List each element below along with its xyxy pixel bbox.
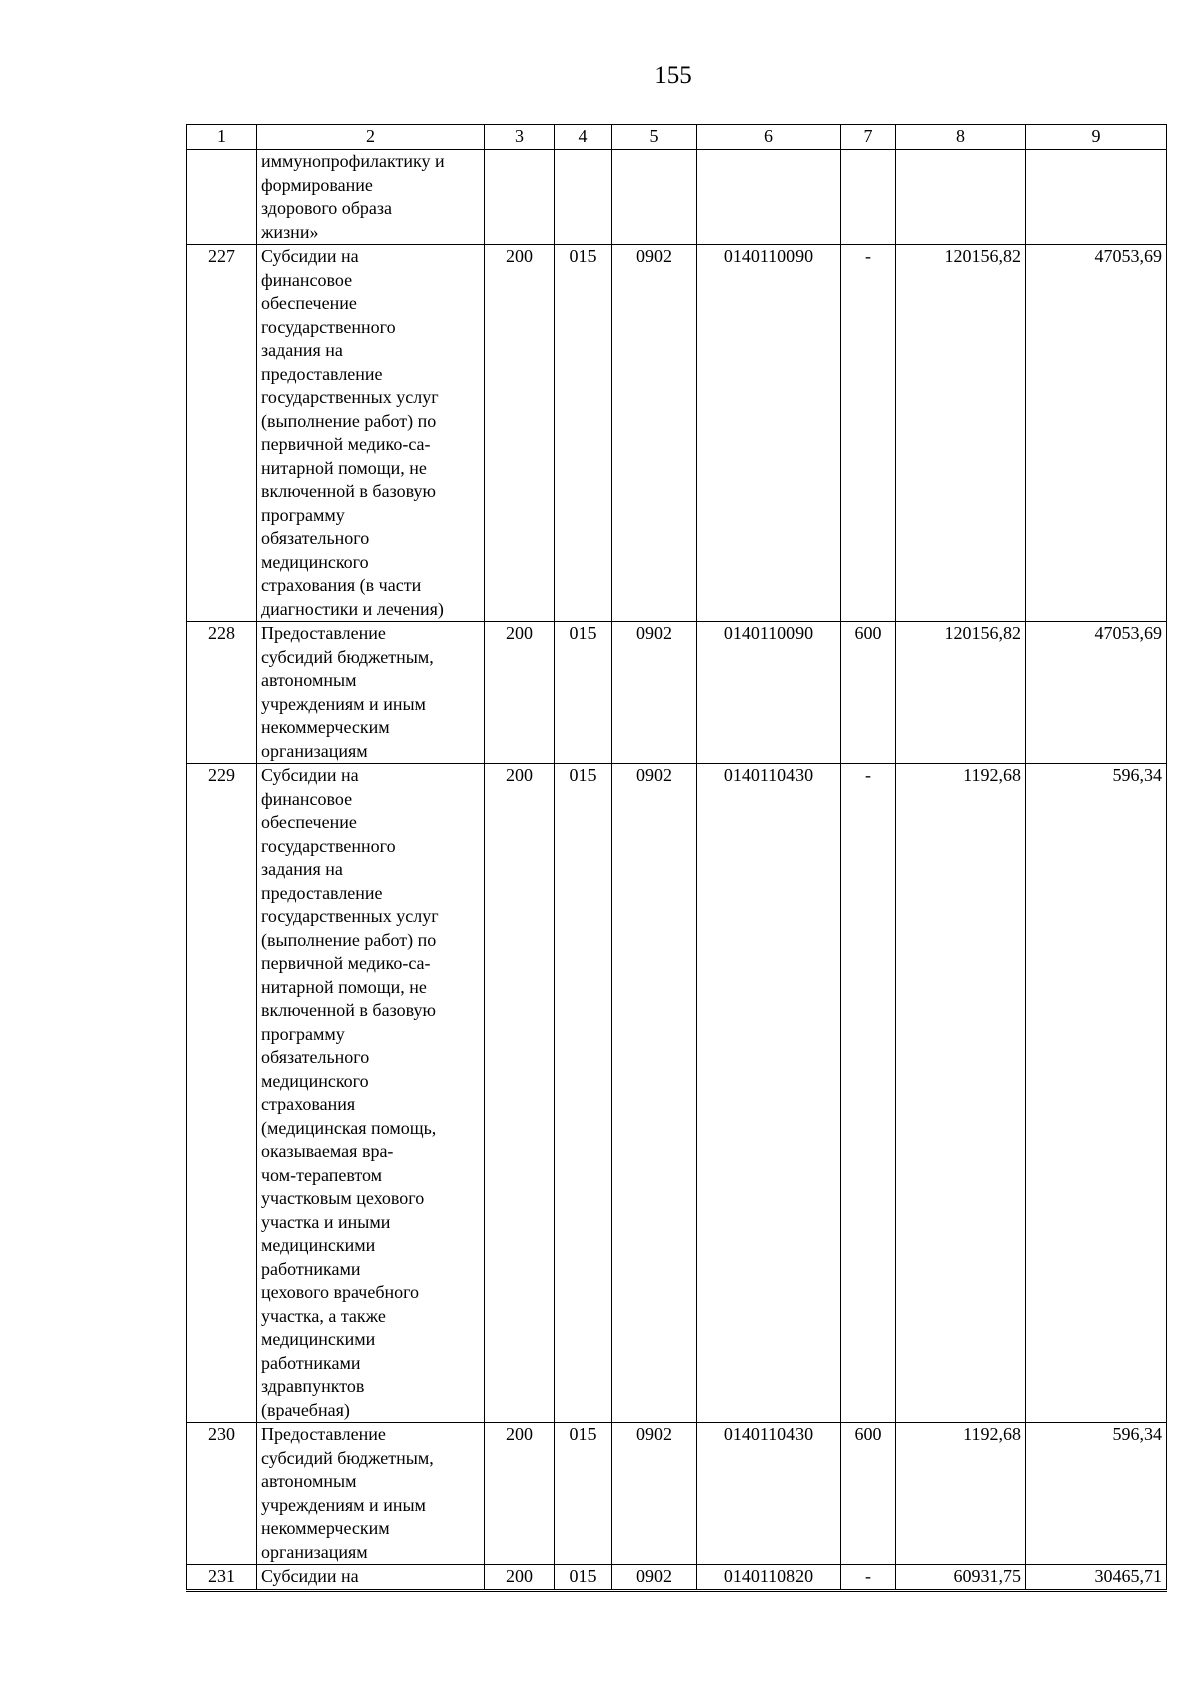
cell-col9: 47053,69 <box>1026 622 1167 764</box>
cell-col7 <box>841 150 896 245</box>
cell-col7: - <box>841 1565 896 1591</box>
cell-col4: 015 <box>555 245 612 622</box>
cell-col6: 0140110090 <box>697 245 841 622</box>
column-header: 7 <box>841 125 896 150</box>
cell-col4: 015 <box>555 764 612 1423</box>
cell-col6: 0140110430 <box>697 764 841 1423</box>
row-description: Субсидии на финансовое обеспечение государственного задания на предоставление государственных услуг (выполнение работ) по первичной медико-са- нитарной помощи, не включенной в базовую программу обязательного медицинского страхования (в части диагностики и лечения) <box>257 245 485 622</box>
cell-col3: 200 <box>485 622 555 764</box>
row-number: 231 <box>187 1565 257 1591</box>
column-header: 5 <box>612 125 697 150</box>
cell-col3: 200 <box>485 764 555 1423</box>
column-header: 3 <box>485 125 555 150</box>
cell-col7: - <box>841 245 896 622</box>
cell-col9: 596,34 <box>1026 1423 1167 1565</box>
table-row <box>187 622 1167 764</box>
column-header: 9 <box>1026 125 1167 150</box>
cell-col4: 015 <box>555 1423 612 1565</box>
cell-col5: 0902 <box>612 622 697 764</box>
cell-col9: 47053,69 <box>1026 245 1167 622</box>
row-description: Субсидии на финансовое обеспечение государственного задания на предоставление государственных услуг (выполнение работ) по первичной медико-са- нитарной помощи, не включенной в базовую программу обязательного медицинского страхования (медицинская помощь, оказываемая вра- чом-терапевтом участковым цехового участка и иными медицинскими работниками цехового врачебного участка, а также медицинскими работниками здравпунктов (врачебная) <box>257 764 485 1423</box>
cell-col9 <box>1026 150 1167 245</box>
column-header: 6 <box>697 125 841 150</box>
cell-col7: - <box>841 764 896 1423</box>
cell-col8: 60931,75 <box>896 1565 1026 1591</box>
cell-col5: 0902 <box>612 1565 697 1591</box>
cell-col6: 0140110820 <box>697 1565 841 1591</box>
column-header: 4 <box>555 125 612 150</box>
cell-col8: 1192,68 <box>896 1423 1026 1565</box>
row-number: 228 <box>187 622 257 764</box>
header-row <box>187 125 1167 150</box>
table-row <box>187 764 1167 1423</box>
column-header: 2 <box>257 125 485 150</box>
cell-col7: 600 <box>841 1423 896 1565</box>
row-number: 230 <box>187 1423 257 1565</box>
cell-col5: 0902 <box>612 1423 697 1565</box>
cell-col3: 200 <box>485 1565 555 1591</box>
cell-col9: 30465,71 <box>1026 1565 1167 1591</box>
cell-col9: 596,34 <box>1026 764 1167 1423</box>
cell-col5: 0902 <box>612 764 697 1423</box>
column-header: 1 <box>187 125 257 150</box>
row-number <box>187 150 257 245</box>
table-row <box>187 245 1167 622</box>
row-description: Предоставление субсидий бюджетным, автономным учреждениям и иным некоммерческим организациям <box>257 622 485 764</box>
cell-col3 <box>485 150 555 245</box>
cell-col8: 1192,68 <box>896 764 1026 1423</box>
cell-col3: 200 <box>485 1423 555 1565</box>
row-number: 229 <box>187 764 257 1423</box>
row-number: 227 <box>187 245 257 622</box>
row-description: Субсидии на <box>257 1565 485 1591</box>
cell-col6: 0140110090 <box>697 622 841 764</box>
cell-col6 <box>697 150 841 245</box>
row-description: иммунопрофилактику и формирование здорового образа жизни» <box>257 150 485 245</box>
cell-col5: 0902 <box>612 245 697 622</box>
cell-col5 <box>612 150 697 245</box>
cell-col8: 120156,82 <box>896 622 1026 764</box>
cell-col4: 015 <box>555 622 612 764</box>
cell-col8: 120156,82 <box>896 245 1026 622</box>
budget-table <box>186 124 1167 1592</box>
cell-col4 <box>555 150 612 245</box>
cell-col7: 600 <box>841 622 896 764</box>
page-number: 155 <box>654 62 692 89</box>
cell-col4: 015 <box>555 1565 612 1591</box>
cell-col8 <box>896 150 1026 245</box>
table-row <box>187 1423 1167 1565</box>
table-row <box>187 1565 1167 1591</box>
cell-col3: 200 <box>485 245 555 622</box>
row-description: Предоставление субсидий бюджетным, автономным учреждениям и иным некоммерческим организациям <box>257 1423 485 1565</box>
table-row <box>187 150 1167 245</box>
column-header: 8 <box>896 125 1026 150</box>
cell-col6: 0140110430 <box>697 1423 841 1565</box>
